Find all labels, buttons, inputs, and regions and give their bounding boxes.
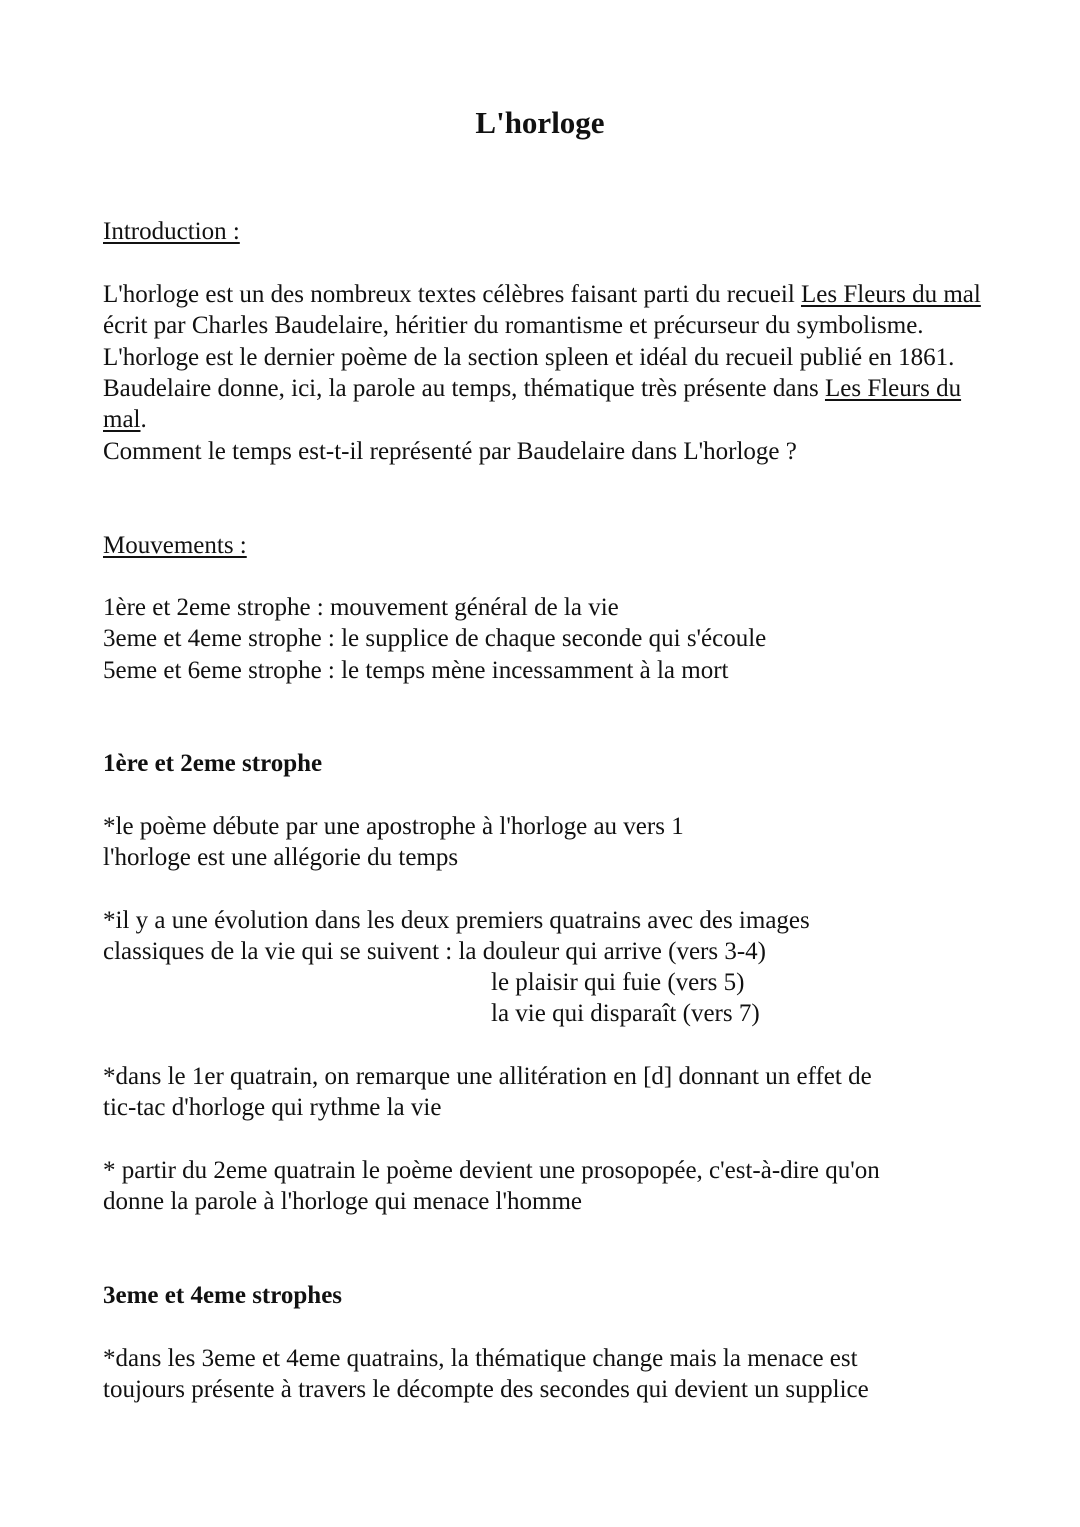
section2-heading: 3eme et 4eme strophes [103, 1282, 343, 1309]
text-line: toujours présente à travers le décompte des secondes qui devient un supplice [103, 1376, 869, 1404]
text-line: *dans le 1er quatrain, on remarque une allitération en [d] donnant un effet de [103, 1063, 872, 1090]
mouvement-item: 3eme et 4eme strophe : le supplice de chaque seconde qui s'écoule [103, 625, 767, 653]
intro-work-title-1: Les Fleurs du mal [801, 281, 981, 308]
text-line: donne la parole à l'horloge qui menace l'homme [103, 1188, 582, 1216]
text-line: *il y a une évolution dans les deux premiers quatrains avec des images [103, 907, 810, 934]
intro-text-c: . [140, 406, 147, 434]
text-line: * partir du 2eme quatrain le poème devient une prosopopée, c'est-à-dire qu'on [103, 1157, 880, 1184]
section1-heading: 1ère et 2eme strophe [103, 750, 323, 777]
mouvement-item: 5eme et 6eme strophe : le temps mène incessamment à la mort [103, 656, 729, 684]
text-line: *dans les 3eme et 4eme quatrains, la thématique change mais la menace est [103, 1345, 858, 1372]
text-line: tic-tac d'horloge qui rythme la vie [103, 1094, 442, 1122]
section1-paragraph-1 [103, 811, 1003, 874]
section1-paragraph-4 [103, 1155, 1003, 1218]
intro-text-b: écrit par Charles Baudelaire, héritier du romantisme et précurseur du symbolisme. L'horloge est le dernier poème de la section spleen et idéal du recueil publié en 1861. Baudelaire donne, ici, la parole au temps, thématique très présente dans [103, 312, 955, 402]
introduction-heading: Introduction : [103, 218, 240, 245]
mouvements-list [103, 592, 1003, 686]
intro-work-title-2: Les Fleurs du mal [103, 374, 962, 434]
text-line: la vie qui disparaît (vers 7) [491, 1000, 760, 1028]
section2-paragraph-1 [103, 1343, 1003, 1406]
section1-paragraph-3 [103, 1061, 1003, 1124]
page-title: L'horloge [475, 105, 605, 140]
section1-paragraph-2 [103, 905, 1003, 968]
text-line: l'horloge est une allégorie du temps [103, 844, 459, 872]
intro-text-a: L'horloge est un des nombreux textes célèbres faisant parti du recueil [103, 281, 802, 308]
introduction-question: Comment le temps est-t-il représenté par Baudelaire dans L'horloge ? [103, 438, 797, 465]
text-line: le plaisir qui fuie (vers 5) [491, 969, 745, 996]
introduction-paragraph [103, 279, 983, 435]
text-line: classiques de la vie qui se suivent : la douleur qui arrive (vers 3-4) [103, 938, 767, 966]
mouvements-heading: Mouvements : [103, 532, 247, 559]
text-line: *le poème débute par une apostrophe à l'horloge au vers 1 [103, 813, 684, 840]
section1-indented-list [491, 967, 971, 1030]
mouvement-item: 1ère et 2eme strophe : mouvement général de la vie [103, 594, 619, 621]
